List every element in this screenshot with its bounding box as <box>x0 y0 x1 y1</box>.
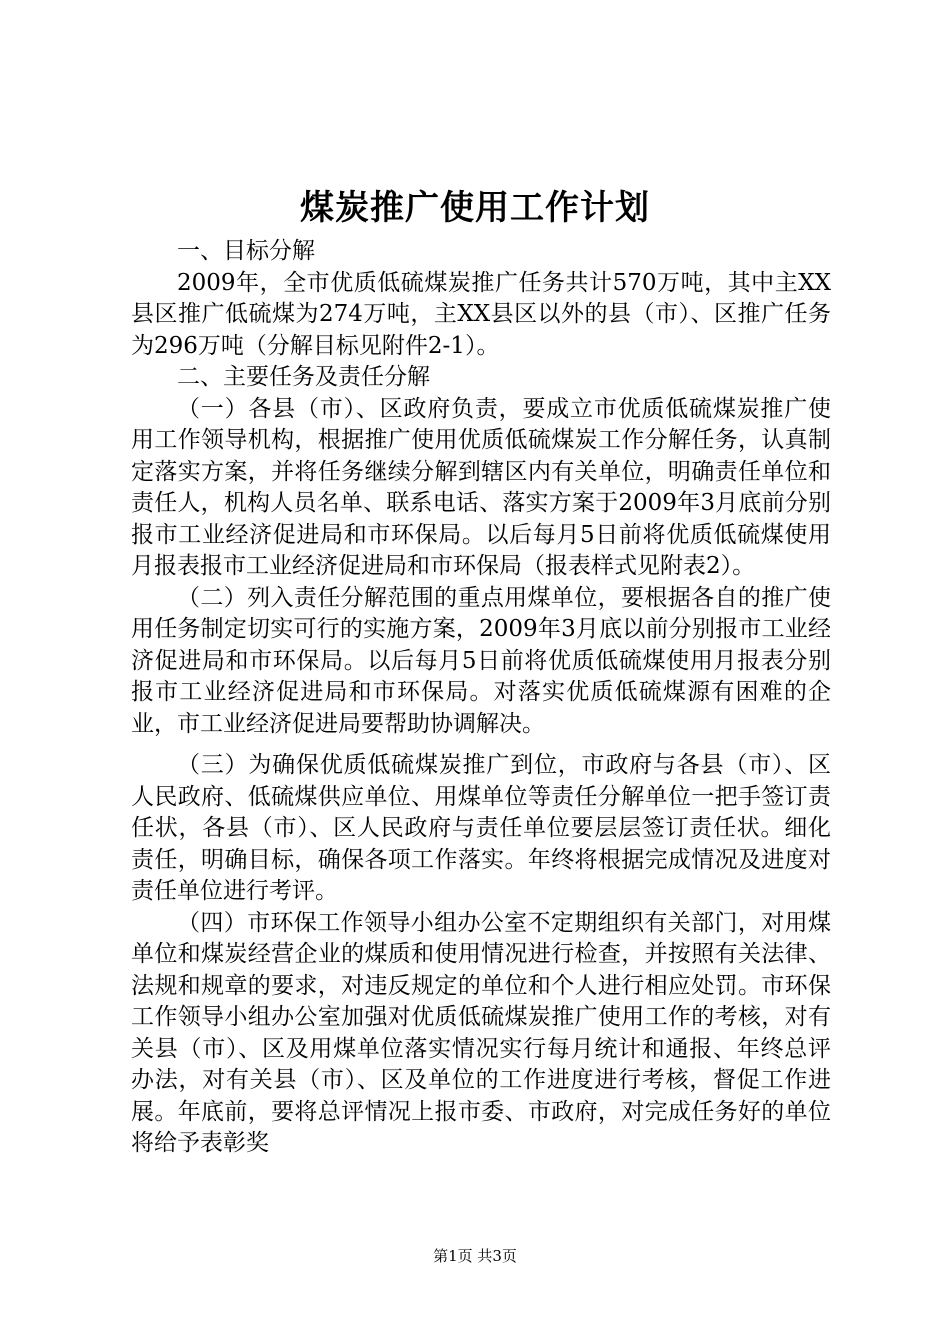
paragraph-goal-breakdown: 2009年，全市优质低硫煤炭推广任务共计570万吨，其中主XX县区推广低硫煤为274万吨，主XX县区以外的县（市）、区推广任务为296万吨（分解目标见附件2-1）。 <box>131 269 831 359</box>
document-title: 煤炭推广使用工作计划 <box>300 188 650 228</box>
page-number-footer: 第1页 共3页 <box>433 1247 517 1265</box>
paragraph-task-4: （四）市环保工作领导小组办公室不定期组织有关部门，对用煤单位和煤炭经营企业的煤质和使用情况进行检查，并按照有关法律、法规和规章的要求，对违反规定的单位和个人进行相应处罚。市环保工作领导小组办公室加强对优质低硫煤炭推广使用工作的考核，对有关县（市）、区及用煤单位落实情况实行每月统计和通报、年终总评办法，对有关县（市）、区及单位的工作进度进行考核，督促工作进展。年底前，要将总评情况上报市委、市政府，对完成任务好的单位将给予表彰奖 <box>131 909 831 1156</box>
paragraph-task-1: （一）各县（市）、区政府负责，要成立市优质低硫煤炭推广使用工作领导机构，根据推广使用优质低硫煤炭工作分解任务，认真制定落实方案，并将任务继续分解到辖区内有关单位，明确责任单位和责任人，机构人员名单、联系电话、落实方案于2009年3月底前分别报市工业经济促进局和市环保局。以后每月5日前将优质低硫煤使用月报表报市工业经济促进局和市环保局（报表样式见附表2）。 <box>131 395 831 579</box>
paragraph-task-2: （二）列入责任分解范围的重点用煤单位，要根据各自的推广使用任务制定切实可行的实施方案，2009年3月底以前分别报市工业经济促进局和市环保局。以后每月5日前将优质低硫煤使用月报表分别报市工业经济促进局和市环保局。对落实优质低硫煤源有困难的企业，市工业经济促进局要帮助协调解决。 <box>131 584 831 737</box>
document-body <box>131 236 831 1160</box>
paragraph-task-3: （三）为确保优质低硫煤炭推广到位，市政府与各县（市）、区人民政府、低硫煤供应单位、用煤单位等责任分解单位一把手签订责任状，各县（市）、区人民政府与责任单位要层层签订责任状。细化责任，明确目标，确保各项工作落实。年终将根据完成情况及进度对责任单位进行考评。 <box>131 752 831 904</box>
section-heading-tasks: 二、主要任务及责任分解 <box>177 364 430 390</box>
section-heading-goals: 一、目标分解 <box>177 238 315 264</box>
